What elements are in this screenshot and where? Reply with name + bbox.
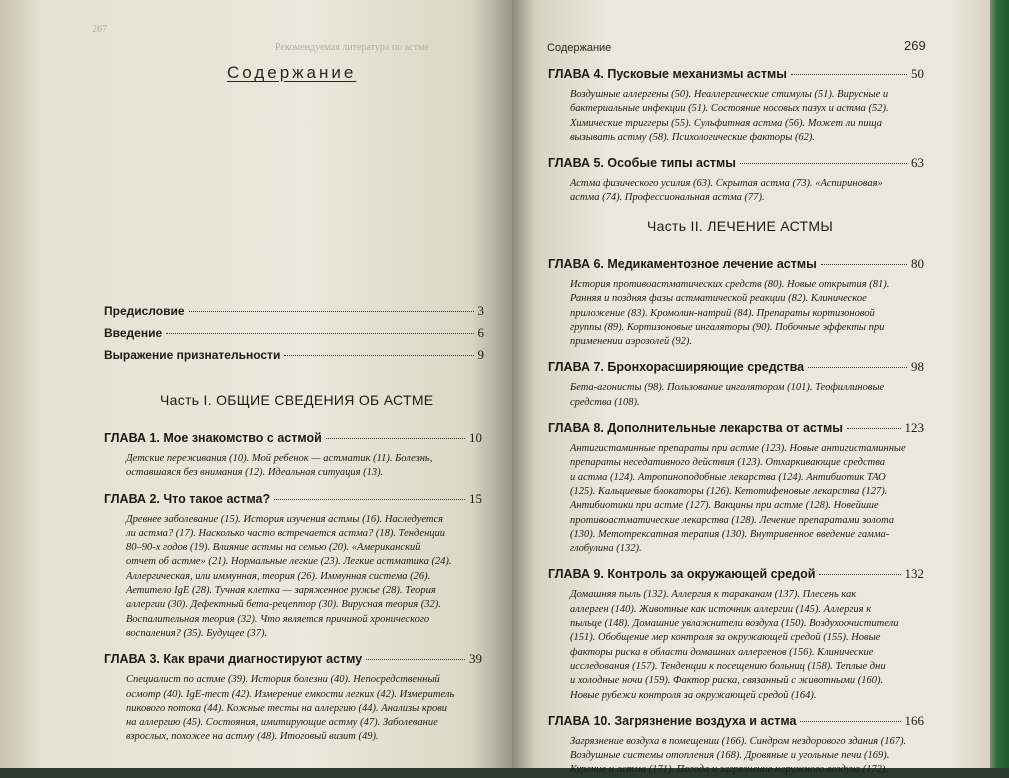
chapter-list	[548, 66, 924, 206]
chapter-summary	[570, 381, 924, 410]
summary-line: и холодные ночи (159). Фактор риска, связанный с животными (160).	[570, 675, 884, 687]
frontmatter-entry	[104, 347, 484, 369]
chapter-heading	[548, 256, 924, 272]
chapter-page: 80	[911, 256, 924, 271]
summary-line: История противоастматических средств (80). Новые открытия (81).	[570, 279, 890, 290]
summary-line: бактериальные инфекции (51). Состояние носовых пазух и астма (52).	[570, 103, 889, 115]
running-head: Содержание	[547, 42, 612, 54]
chapter-entry	[548, 155, 924, 206]
chapter-heading	[548, 359, 924, 375]
dot-leader	[808, 367, 907, 368]
summary-line: Антигистаминные препараты при астме (123). Новые антигистаминные	[570, 443, 906, 455]
chapter-title: ГЛАВА 2. Что такое астма?	[104, 491, 271, 506]
chapter-summary	[570, 588, 924, 702]
chapter-page: 39	[469, 651, 482, 667]
chapter-entry	[104, 651, 482, 744]
right-page	[512, 0, 990, 776]
chapter-heading	[104, 430, 482, 446]
page-number: 269	[904, 38, 926, 53]
chapter-summary	[126, 673, 482, 744]
chapter-entry	[104, 430, 482, 481]
book-cover-edge	[990, 0, 1009, 768]
chapter-entry	[548, 66, 924, 145]
chapter-list	[104, 430, 482, 745]
summary-line: Загрязнение воздуха в помещении (166). Синдром нездорового здания (167).	[570, 735, 907, 747]
dot-leader	[847, 428, 901, 429]
summary-line: Воспалительная теория (32). Что является причиной хронического	[126, 613, 430, 625]
chapter-heading	[548, 155, 924, 171]
chapter-title: ГЛАВА 3. Как врачи диагностируют астму	[104, 652, 363, 667]
summary-line: исследования (157). Тенденции к посещению больниц (158). Теплые дни	[570, 660, 886, 672]
summary-line: Воздушные системы отопления (168). Дровяные и угольные печи (169).	[570, 750, 890, 762]
ghost-page-number: 267	[92, 24, 107, 35]
chapter-title: ГЛАВА 6. Медикаментозное лечение астмы	[548, 257, 817, 271]
entry-title: Выражение признательности	[104, 348, 281, 362]
entry-title: Предисловие	[104, 304, 185, 318]
chapter-heading	[548, 713, 924, 729]
chapter-title: ГЛАВА 4. Пусковые механизмы астмы	[548, 67, 787, 81]
summary-line: Астма физического усилия (63). Скрытая астма (73). «Аспириновая»	[570, 178, 883, 190]
chapter-page: 50	[911, 66, 924, 81]
chapter-heading	[548, 566, 924, 582]
summary-line: применении аэрозолей (92).	[570, 336, 692, 348]
chapter-page: 166	[904, 712, 924, 728]
part-heading: Часть II. ЛЕЧЕНИЕ АСТМЫ	[647, 218, 834, 234]
summary-line: Древнее заболевание (15). История изучения астмы (16). Наследуется	[126, 513, 444, 525]
entry-title: Введение	[104, 326, 163, 340]
dot-leader	[740, 163, 907, 164]
summary-line: 80–90-х годов (19). Влияние астмы на семью (20). «Американский	[126, 542, 421, 554]
page-title: Содержание	[227, 63, 357, 82]
chapter-page: 123	[904, 420, 924, 436]
summary-line: взрослых, похожее на астму (48). Итоговый визит (49).	[126, 731, 379, 743]
summary-line: ли астма? (17). Насколько часто встречается астма? (18). Тенденции	[126, 527, 446, 539]
summary-line: Новые рубежи контроля за окружающей средой (164).	[570, 689, 817, 701]
summary-line: пикового потока (44). Кожные тесты на аллергию (44). Анализы крови	[126, 702, 448, 714]
dot-leader	[189, 311, 474, 312]
summary-line: Аллергическая, или иммунная, теория (26). Иммунная система (26).	[126, 570, 431, 582]
dot-leader	[366, 659, 465, 660]
chapter-entry	[104, 491, 482, 642]
entry-page: 9	[477, 347, 484, 362]
chapter-title: ГЛАВА 10. Загрязнение воздуха и астма	[548, 713, 797, 728]
summary-line: на аллергию (45). Состояния, имитирующие астму (47). Заболевание	[126, 717, 438, 729]
summary-line: Курение и астма (171). Погода и загрязнение наружного воздуха (172).	[570, 764, 888, 776]
dot-leader	[821, 264, 907, 265]
dot-leader	[284, 355, 473, 356]
summary-line: пыльце (148). Домашние увлажнители воздуха (150). Воздухоочистители	[570, 618, 899, 630]
chapter-page: 15	[469, 490, 482, 506]
chapter-heading	[548, 66, 924, 82]
chapter-summary	[570, 278, 924, 349]
summary-line: (130). Метотрексатная терапия (130). Внутривенное введение гамма-	[570, 528, 890, 540]
entry-page: 3	[477, 303, 484, 318]
summary-line: (151). Обобщение мер контроля за окружающей средой (155). Новые	[570, 632, 881, 644]
chapter-title: ГЛАВА 9. Контроль за окружающей средой	[548, 567, 816, 582]
summary-line: аллергии (30). Дефектный бета-рецептор (30). Вирусная теория (32).	[126, 599, 441, 611]
summary-line: Специалист по астме (39). История болезни (40). Непосредственный	[126, 674, 440, 686]
summary-line: препараты неседативного действия (123). Отхаркивающие средства	[570, 457, 885, 469]
chapter-title: ГЛАВА 7. Бронхорасширяющие средства	[548, 360, 805, 375]
summary-line: противоастматические лекарства (128). Лечение препаратами золота	[570, 514, 895, 526]
chapter-title: ГЛАВА 5. Особые типы астмы	[548, 156, 736, 171]
entry-page: 6	[477, 325, 484, 340]
chapter-entry	[548, 713, 924, 778]
summary-line: приложение (83). Кромолин-натрий (84). Препараты кортизоновой	[570, 307, 875, 319]
summary-line: оставшаяся без внимания (12). Идеальная ситуация (13).	[126, 467, 384, 479]
chapter-heading	[548, 420, 924, 436]
chapter-summary	[126, 452, 482, 481]
ghost-running-head: Рекомендуемая литература по астме	[275, 42, 429, 53]
summary-line: (125). Кальциевые блокаторы (126). Кетотифеновые лекарства (127).	[570, 485, 888, 497]
chapter-page: 10	[469, 430, 482, 445]
summary-line: Домашняя пыль (132). Аллергия к тараканам (137). Плесень как	[570, 589, 857, 601]
chapter-entry	[548, 256, 924, 349]
summary-line: Бета-агонисты (98). Пользование ингалятором (101). Теофиллиновые	[570, 382, 885, 394]
summary-line: Аетитело IgE (28). Тучная клетка — заряженное ружье (28). Теория	[126, 585, 436, 597]
dot-leader	[274, 499, 465, 500]
chapter-heading	[104, 491, 482, 507]
dot-leader	[819, 574, 900, 575]
chapter-summary	[570, 442, 924, 556]
chapter-summary	[570, 88, 924, 145]
summary-line: осмотр (40). IgE-тест (42). Измерение емкости легких (42). Измеритель	[126, 688, 455, 700]
dot-leader	[791, 74, 907, 75]
summary-line: Воздушные аллергены (50). Неаллергические стимулы (51). Вирусные и	[570, 89, 889, 100]
chapter-page: 98	[911, 359, 924, 375]
dot-leader	[800, 721, 900, 722]
chapter-list	[548, 256, 924, 778]
summary-line: отчет об астме» (21). Нормальные легкие (23). Легкие астматика (24).	[126, 556, 452, 568]
chapter-heading	[104, 651, 482, 667]
chapter-title: ГЛАВА 1. Мое знакомство с астмой	[104, 431, 322, 445]
chapter-summary	[570, 735, 924, 778]
summary-line: средства (108).	[570, 396, 640, 408]
dot-leader	[166, 333, 473, 334]
summary-line: Ранняя и поздняя фазы астматической реакции (82). Клиническое	[570, 293, 867, 305]
frontmatter-list	[104, 303, 484, 369]
summary-line: Антибиотики при астме (127). Вакцины при астме (128). Новейшие	[570, 500, 879, 512]
chapter-entry	[548, 566, 924, 702]
summary-line: глобулина (132).	[570, 543, 642, 555]
summary-line: аллерген (140). Животные как источник аллергии (145). Аллергия к	[570, 603, 872, 615]
summary-line: воспаления? (35). Будущее (37).	[126, 627, 268, 639]
chapter-page: 63	[911, 155, 924, 171]
summary-line: Химические триггеры (55). Сульфитная астма (56). Может ли пища	[570, 117, 883, 129]
summary-line: Детские переживания (10). Мой ребенок — астматик (11). Болезнь,	[126, 453, 433, 464]
chapter-page: 132	[904, 566, 924, 582]
chapter-entry	[548, 359, 924, 410]
chapter-entry	[548, 420, 924, 556]
chapter-title: ГЛАВА 8. Дополнительные лекарства от астмы	[548, 421, 843, 436]
frontmatter-entry	[104, 303, 484, 325]
part-heading: Часть I. ОБЩИЕ СВЕДЕНИЯ ОБ АСТМЕ	[160, 392, 434, 408]
chapter-summary	[570, 177, 924, 206]
chapter-summary	[126, 513, 482, 642]
dot-leader	[326, 438, 465, 439]
summary-line: и астма (124). Атропиноподобные лекарства (124). Антибиотик ТАО	[570, 471, 886, 483]
summary-line: группы (89). Кортизоновые ингаляторы (90). Побочные эффекты при	[570, 321, 885, 333]
summary-line: астма (74). Профессиональная астма (77).	[570, 192, 765, 204]
summary-line: факторы риска в области домашних аллергенов (156). Клинические	[570, 646, 874, 658]
frontmatter-entry	[104, 325, 484, 347]
summary-line: вызывать астму (58). Психологические факторы (62).	[570, 131, 816, 143]
